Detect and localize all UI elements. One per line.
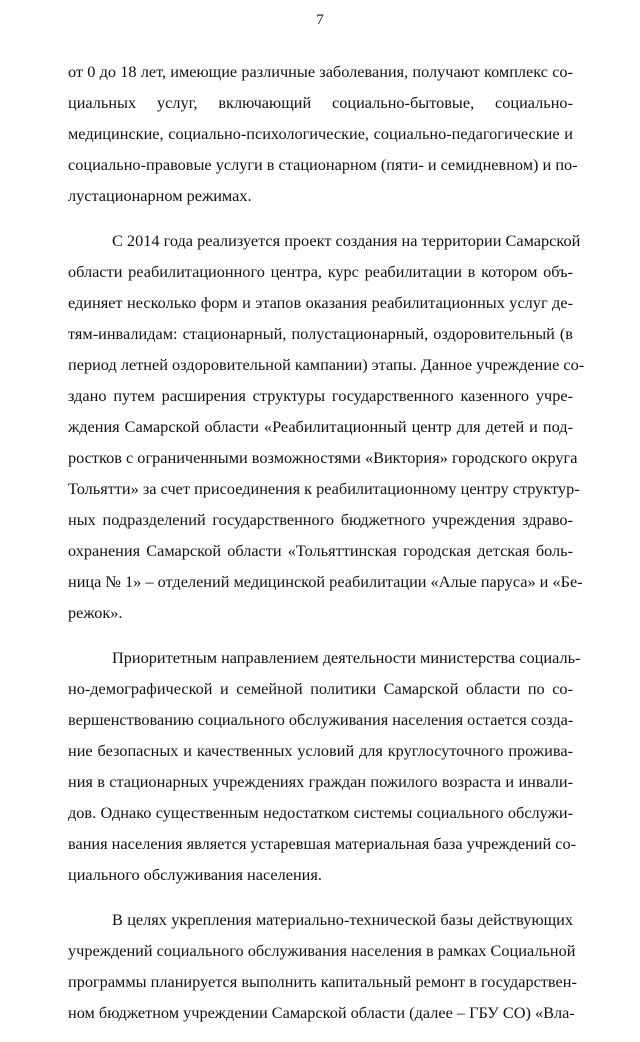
text-line: но-демографической и семейной политики Самарской области по со- (68, 679, 573, 698)
text-line: Приоритетным направлением деятельности министерства социаль- (112, 648, 581, 667)
paragraph (68, 904, 577, 1028)
text-line: единяет несколько форм и этапов оказания реабилитационных услуг де- (68, 293, 573, 312)
paragraph (68, 642, 581, 890)
text-line: здано путем расширения структуры государственного казенного учре- (68, 386, 573, 405)
text-line: вершенствованию социального обслуживания населения остается созда- (68, 710, 574, 729)
page-number: 7 (316, 12, 324, 28)
text-line: дов. Однако существенным недостатком системы социального обслужи- (68, 803, 573, 822)
text-line: социально-правовые услуги в стационарном (пяти- и семидневном) и по- (68, 155, 578, 174)
text-line: период летней оздоровительной кампании) этапы. Данное учреждение со- (68, 355, 585, 374)
text-line: В целях укрепления материально-технической базы действующих (112, 910, 573, 929)
text-line: ростков с ограниченными возможностями «Виктория» городского округа (68, 448, 578, 467)
text-line: циальных услуг, включающий социально-бытовые, социально- (68, 93, 573, 112)
document-body (68, 56, 585, 1042)
text-line: Тольятти» за счет присоединения к реабилитационному центру структур- (68, 479, 580, 498)
text-line: ния в стационарных учреждениях граждан пожилого возраста и инвали- (68, 772, 573, 791)
text-line: области реабилитационного центра, курс реабилитации в котором объ- (68, 262, 573, 281)
text-line: ние безопасных и качественных условий для круглосуточного прожива- (68, 741, 573, 760)
text-line: тям-инвалидам: стационарный, полустационарный, оздоровительный (в (68, 324, 573, 343)
text-line: лустационарном режимах. (68, 186, 252, 205)
text-line: медицинские, социально-психологические, социально-педагогические и (68, 124, 573, 143)
text-line: ница № 1» – отделений медицинской реабилитации «Алые паруса» и «Бе- (68, 572, 583, 591)
paragraph (68, 56, 578, 211)
text-line: программы планируется выполнить капитальный ремонт в государствен- (68, 972, 577, 991)
text-line: вания населения является устаревшая материальная база учреждений со- (68, 834, 577, 853)
text-line: от 0 до 18 лет, имеющие различные заболевания, получают комплекс со- (68, 62, 573, 81)
text-line: учреждений социального обслуживания населения в рамках Социальной (68, 941, 576, 960)
text-line: циального обслуживания населения. (68, 865, 322, 884)
text-line: ном бюджетном учреждении Самарской области (далее – ГБУ СО) «Вла- (68, 1003, 575, 1022)
text-line: ных подразделений государственного бюджетного учреждения здраво- (68, 510, 573, 529)
paragraph (68, 225, 585, 628)
text-line: охранения Самарской области «Тольяттинская городская детская боль- (68, 541, 573, 560)
text-line: С 2014 года реализуется проект создания на территории Самарской (112, 231, 581, 250)
text-line: ждения Самарской области «Реабилитационный центр для детей и под- (68, 417, 573, 436)
text-line: режок». (68, 603, 123, 622)
